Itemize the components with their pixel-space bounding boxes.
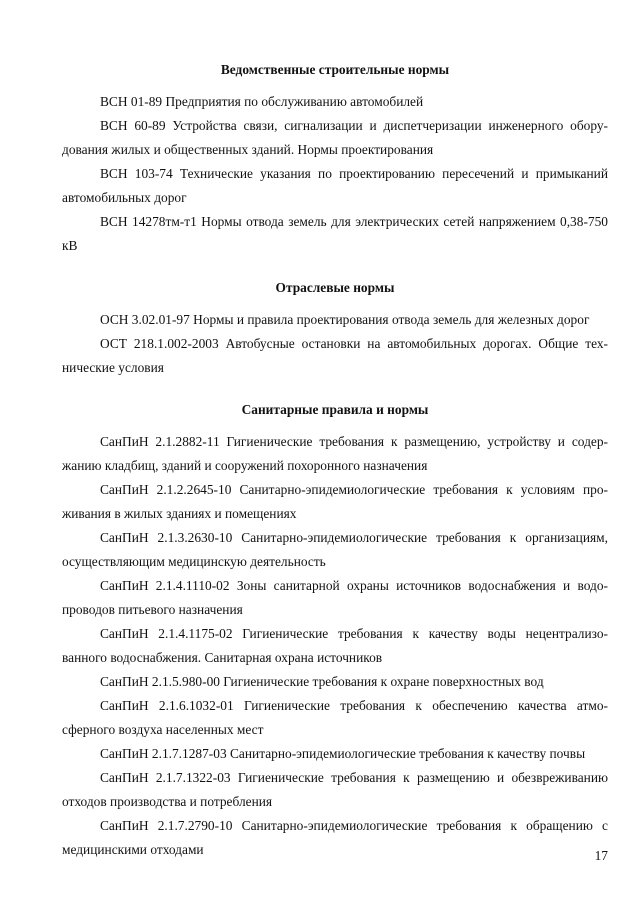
page-number: 17 <box>594 848 608 863</box>
section-sanitary-rules <box>62 398 608 862</box>
list-item: СанПиН 2.1.2882-11 Гигиенические требования к размещению, устройству и содер-жанию кладбищ, зданий и сооружений похоронного назначения <box>62 434 608 473</box>
list-item: ВСН 103-74 Технические указания по проектированию пересечений и примыканий автомобильных дорог <box>62 166 608 205</box>
list-item: ВСН 60-89 Устройства связи, сигнализации и диспетчеризации инженерного обору-дования жилых и общественных зданий. Нормы проектирования <box>62 118 608 157</box>
section-industry-norms <box>62 276 608 380</box>
list-item: СанПиН 2.1.7.1322-03 Гигиенические требования к размещению и обезвреживанию отходов производства и потребления <box>62 770 608 809</box>
list-item: СанПиН 2.1.6.1032-01 Гигиенические требования к обеспечению качества атмо-сферного воздуха населенных мест <box>62 698 608 737</box>
list-item: ВСН 01-89 Предприятия по обслуживанию автомобилей <box>100 94 424 109</box>
list-item: ВСН 14278тм-т1 Нормы отвода земель для электрических сетей напряжением 0,38-750 кВ <box>62 214 608 253</box>
list-item: СанПиН 2.1.7.2790-10 Санитарно-эпидемиологические требования к обращению с медицинскими отходами <box>62 818 608 857</box>
list-item: СанПиН 2.1.4.1175-02 Гигиенические требования к качеству воды нецентрализо-ванного водоснабжения. Санитарная охрана источников <box>62 626 608 665</box>
section-title: Санитарные правила и нормы <box>241 402 429 417</box>
section-title: Ведомственные строительные нормы <box>220 62 450 77</box>
list-item: ОСН 3.02.01-97 Нормы и правила проектирования отвода земель для железных дорог <box>100 312 590 327</box>
list-item: СанПиН 2.1.4.1110-02 Зоны санитарной охраны источников водоснабжения и водо-проводов питьевого назначения <box>62 578 608 617</box>
list-item: СанПиН 2.1.5.980-00 Гигиенические требования к охране поверхностных вод <box>100 674 544 689</box>
section-title: Отраслевые нормы <box>275 280 395 295</box>
section-departmental-norms <box>62 58 608 258</box>
document-page <box>62 58 608 880</box>
list-item: СанПиН 2.1.2.2645-10 Санитарно-эпидемиологические требования к условиям про-живания в жилых зданиях и помещениях <box>62 482 608 521</box>
list-item: ОСТ 218.1.002-2003 Автобусные остановки на автомобильных дорогах. Общие тех-нические условия <box>62 336 608 375</box>
list-item: СанПиН 2.1.7.1287-03 Санитарно-эпидемиологические требования к качеству почвы <box>100 746 586 761</box>
list-item: СанПиН 2.1.3.2630-10 Санитарно-эпидемиологические требования к организациям, осуществляющим медицинскую деятельность <box>62 530 608 569</box>
